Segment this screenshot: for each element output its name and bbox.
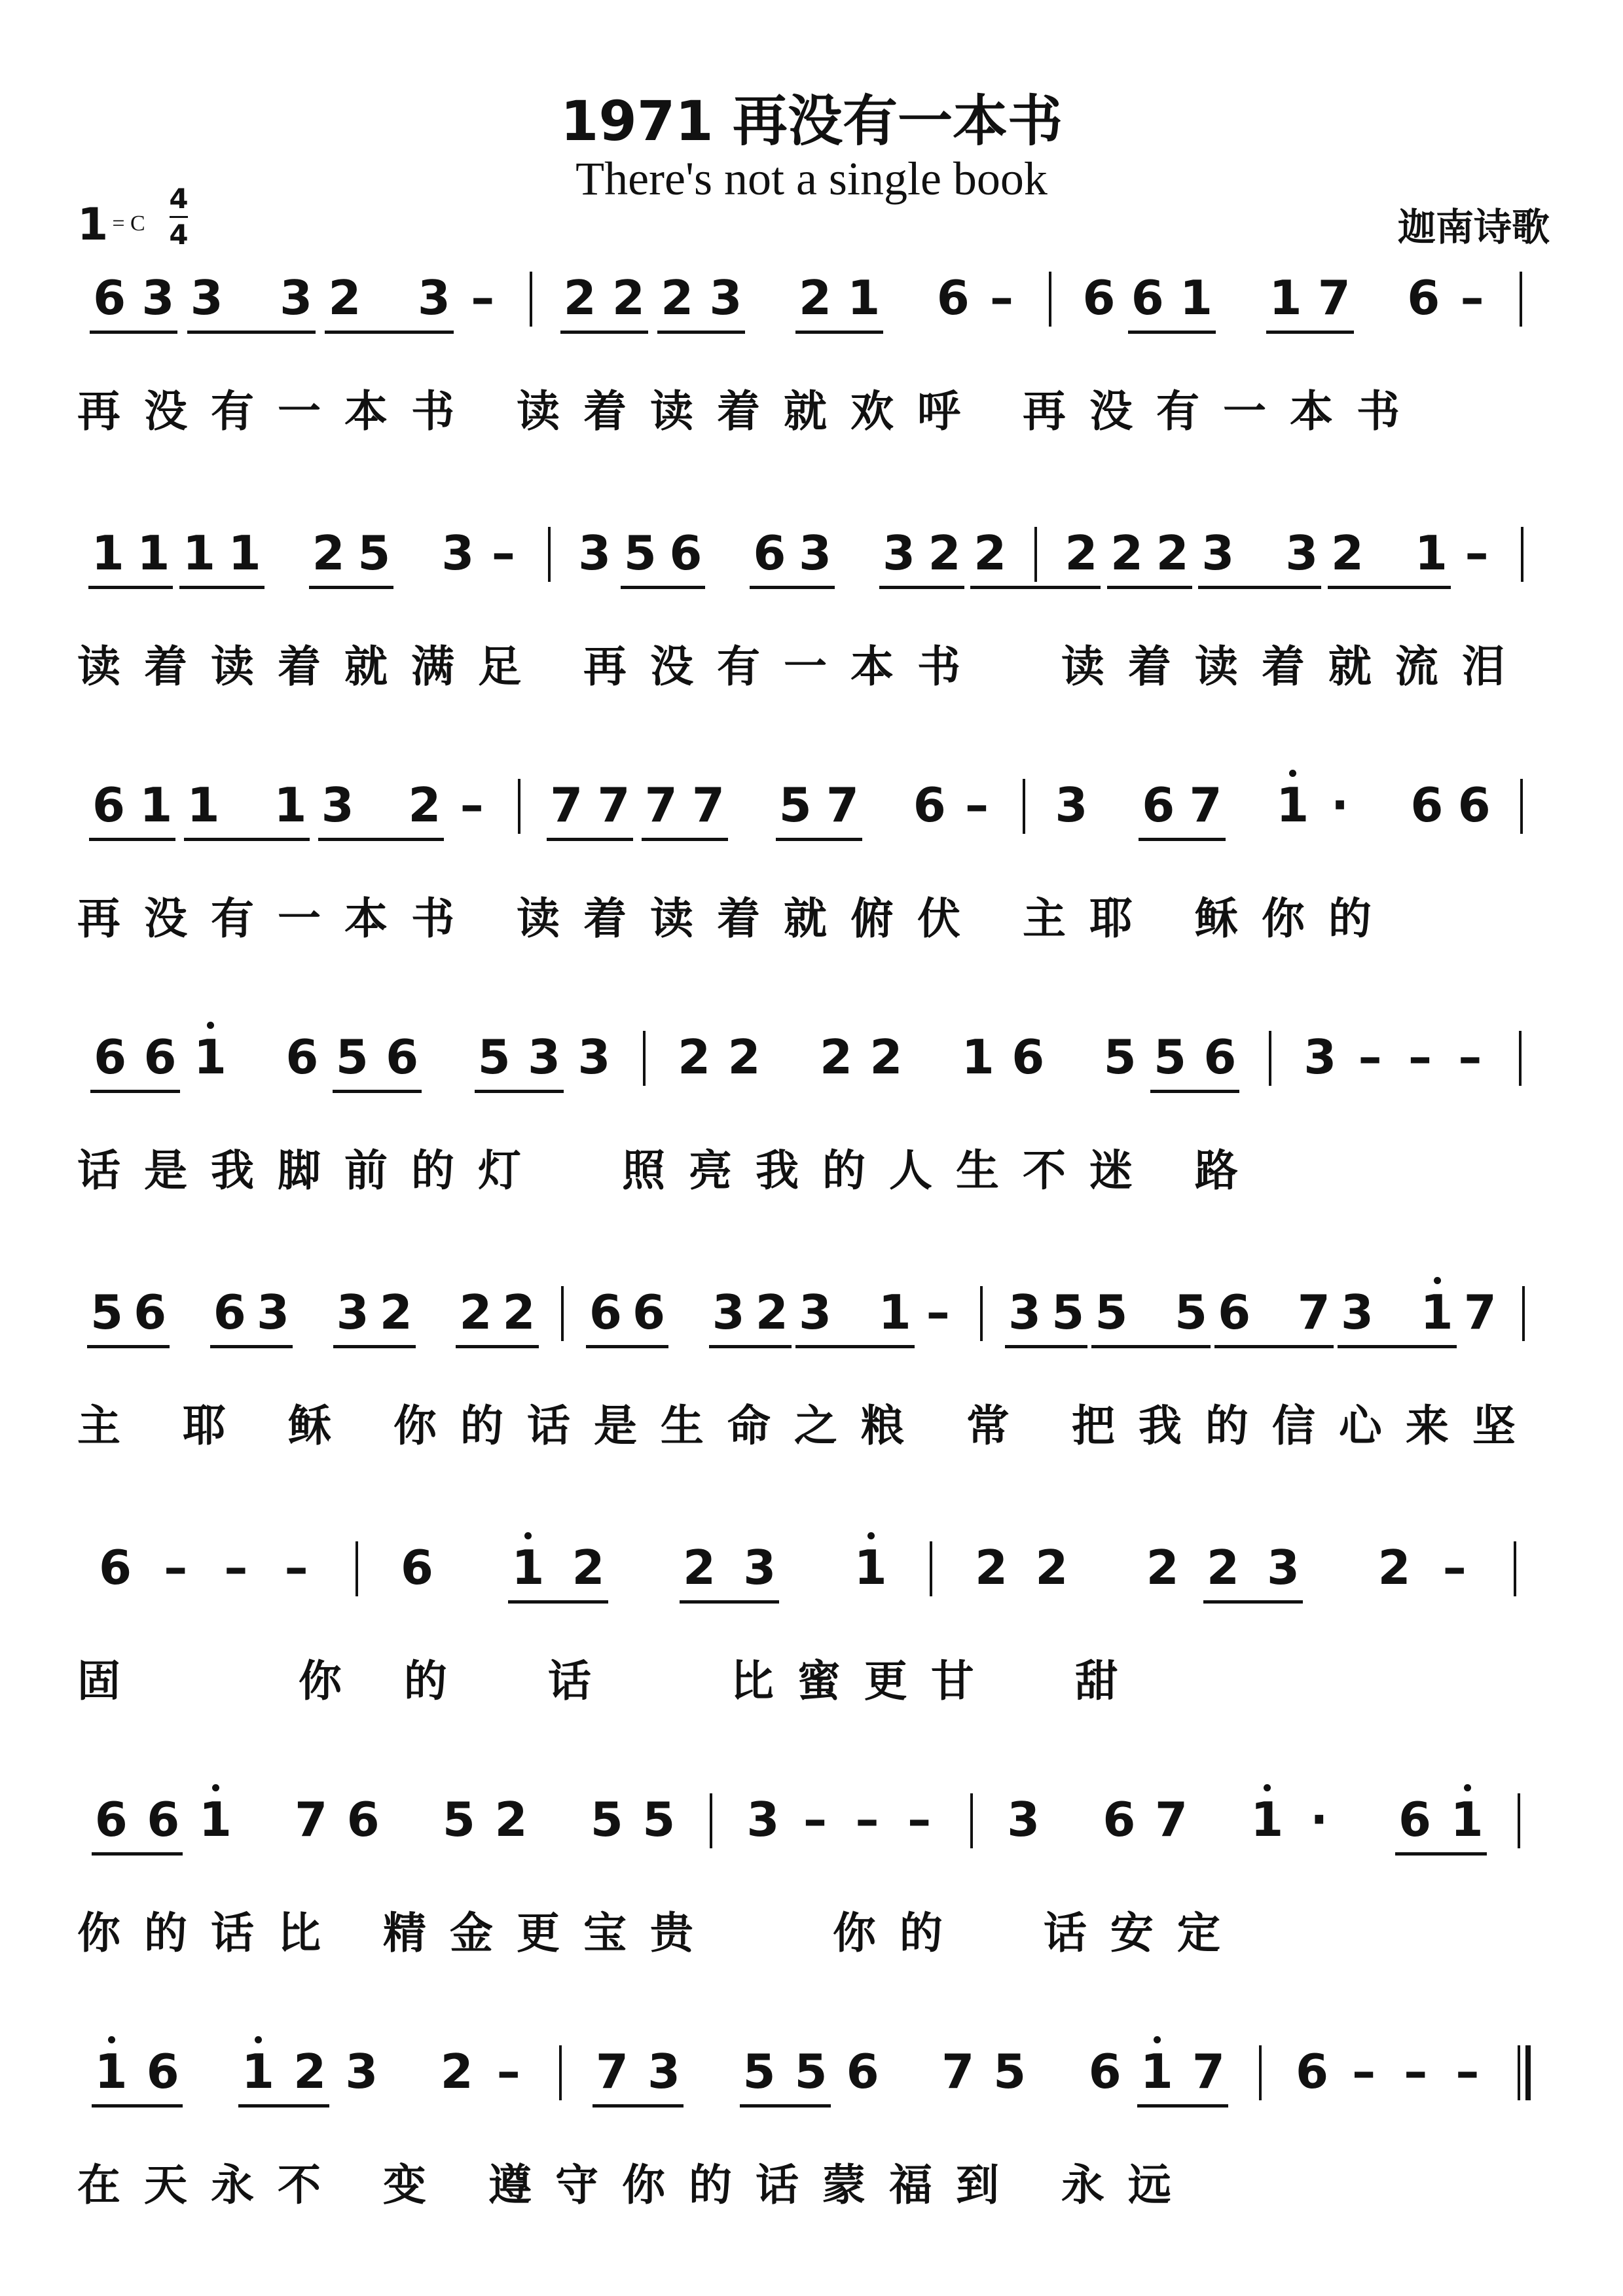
eighth-beam [333, 1345, 416, 1348]
eighth-beam [92, 2104, 183, 2108]
eighth-beam [1137, 2104, 1228, 2108]
note: 3 [1340, 1285, 1374, 1340]
sustain-dash: – [1352, 2044, 1376, 2099]
note: 5 [477, 1030, 511, 1085]
note: 1 [182, 526, 216, 581]
note: 6 [913, 778, 946, 833]
sustain-dash: – [1458, 1030, 1482, 1085]
note: 2 [379, 1285, 412, 1340]
eighth-beam [184, 838, 310, 841]
octave-up-dot [867, 1532, 875, 1539]
note: 2 [683, 1540, 716, 1595]
note: 2 [974, 526, 1007, 581]
eighth-beam [1214, 1345, 1334, 1348]
barline [1522, 1286, 1525, 1341]
note: 5 [1103, 1030, 1137, 1085]
note: 2 [328, 270, 361, 325]
lyric-line: 在天永不 变 遵守你的话蒙福到 永远 [77, 2160, 1195, 2210]
barline [1034, 527, 1037, 582]
octave-up-dot [207, 1022, 214, 1029]
note: 7 [691, 778, 725, 833]
note: 3 [345, 2044, 378, 2099]
song-title: 1971 再没有一本书 [560, 89, 1063, 153]
note: 2 [975, 1540, 1008, 1595]
note: 3 [141, 270, 175, 325]
sustain-dash: – [496, 2044, 520, 2099]
barline [710, 1793, 712, 1848]
note: 6 [99, 1540, 132, 1595]
note: 1 [139, 778, 173, 833]
meter-top: 4 [169, 183, 189, 215]
note: 6 [632, 1285, 666, 1340]
note: 7 [597, 778, 630, 833]
note: 6 [1082, 270, 1116, 325]
note: 7 [1317, 270, 1351, 325]
barline [548, 527, 551, 582]
note: 6 [753, 526, 786, 581]
eighth-beam [709, 1345, 792, 1348]
note: 5 [1051, 1285, 1085, 1340]
note: 1 [1179, 270, 1213, 325]
note: 1 [242, 2044, 275, 2099]
song-subtitle: There's not a single book [575, 152, 1048, 205]
sustain-dash: – [1442, 1540, 1467, 1595]
time-signature [169, 183, 189, 251]
note: 6 [1142, 778, 1175, 833]
eighth-beam [88, 586, 173, 589]
note: 5 [357, 526, 391, 581]
barline [643, 1031, 646, 1086]
barline [970, 1793, 973, 1848]
note: 3 [743, 1540, 776, 1595]
note: 1 [193, 1030, 227, 1085]
note: 3 [746, 1792, 780, 1847]
note: 6 [1103, 1792, 1136, 1847]
note: 7 [1192, 2044, 1225, 2099]
note: 2 [440, 2044, 473, 2099]
sustain-dash: – [1358, 1030, 1382, 1085]
note: 1 [91, 526, 124, 581]
note: 3 [712, 1285, 745, 1340]
author: 迦南诗歌 [1397, 205, 1550, 249]
eighth-beam [309, 586, 394, 589]
note: 6 [386, 1030, 419, 1085]
note: 1 [274, 778, 307, 833]
note: 5 [623, 526, 657, 581]
sustain-dash: – [1404, 2044, 1428, 2099]
note: 7 [1297, 1285, 1330, 1340]
note: 2 [798, 270, 832, 325]
note: 5 [642, 1792, 676, 1847]
note: 3 [441, 526, 475, 581]
sustain-dash: – [965, 778, 989, 833]
eighth-beam [657, 331, 745, 334]
note: 1 [198, 1792, 232, 1847]
note: 3 [417, 270, 450, 325]
sustain-dash: – [1455, 2044, 1480, 2099]
note: 2 [611, 270, 645, 325]
barline [1049, 272, 1051, 327]
note: 2 [312, 526, 345, 581]
eighth-beam [621, 586, 706, 589]
note: 7 [941, 2044, 975, 2099]
note: 2 [1065, 526, 1098, 581]
eighth-beam [92, 1852, 183, 1856]
octave-up-dot [1154, 2036, 1161, 2043]
note: 2 [1377, 1540, 1411, 1595]
eighth-beam [456, 1345, 538, 1348]
note: 3 [1201, 526, 1235, 581]
eighth-beam [1395, 1852, 1487, 1856]
barline [1259, 2045, 1262, 2100]
barline [1514, 1541, 1516, 1596]
score-row [0, 1541, 1623, 1777]
note: 2 [928, 526, 961, 581]
eighth-beam [586, 1345, 668, 1348]
score-row [0, 1031, 1623, 1266]
barline [356, 1541, 358, 1596]
barline [1520, 272, 1522, 327]
octave-up-dot [1464, 1784, 1471, 1791]
eighth-beam [1128, 331, 1216, 334]
note: 5 [1154, 1030, 1187, 1085]
note: 6 [669, 526, 702, 581]
note: 3 [798, 1285, 832, 1340]
key-tonic: 1 [77, 199, 109, 251]
note: 1 [1269, 270, 1302, 325]
sustain-dash: – [460, 778, 484, 833]
note: 2 [502, 1285, 536, 1340]
note: 6 [93, 270, 126, 325]
note: 1 [847, 270, 881, 325]
eighth-beam [1198, 586, 1321, 589]
score-row [0, 779, 1623, 1014]
note: 7 [1463, 1285, 1497, 1340]
note: 7 [1189, 778, 1222, 833]
eighth-beam [593, 2104, 684, 2108]
note: 3 [578, 526, 611, 581]
note: 3 [280, 270, 313, 325]
barline [1518, 1793, 1520, 1848]
lyric-line: 固 你 的 话 比蜜更甘 甜 [77, 1656, 1142, 1706]
eighth-beam [795, 1345, 915, 1348]
eighth-beam [90, 331, 177, 334]
note: 6 [1407, 270, 1440, 325]
score-row [0, 272, 1623, 507]
octave-up-dot [255, 2036, 262, 2043]
eighth-beam [87, 1345, 170, 1348]
eighth-beam [318, 838, 445, 841]
note: 1 [94, 2044, 128, 2099]
note: 3 [709, 270, 742, 325]
note: 2 [819, 1030, 853, 1085]
final-barline-thick [1525, 2045, 1531, 2100]
eighth-beam [547, 838, 633, 841]
note: 6 [400, 1540, 433, 1595]
barline [1521, 527, 1523, 582]
note: 6 [147, 1792, 180, 1847]
note: 6 [213, 1285, 246, 1340]
sustain-dash: – [1460, 270, 1484, 325]
note: 5 [1095, 1285, 1128, 1340]
eighth-beam [1203, 1600, 1303, 1604]
note: 3 [798, 526, 832, 581]
eighth-beam [560, 331, 648, 334]
octave-up-dot [1264, 1784, 1271, 1791]
sustain-dash: – [164, 1540, 188, 1595]
octave-up-dot [212, 1784, 219, 1791]
note: 1 [1420, 1285, 1453, 1340]
barline [530, 272, 532, 327]
eighth-beam [795, 331, 883, 334]
eighth-beam [1139, 838, 1225, 841]
note: 3 [1285, 526, 1319, 581]
octave-up-dot [1434, 1277, 1441, 1284]
note: 6 [1398, 1792, 1432, 1847]
note: 7 [550, 778, 583, 833]
note: 3 [577, 1030, 611, 1085]
note: · [1310, 1792, 1328, 1847]
note: 5 [794, 2044, 828, 2099]
eighth-beam [1005, 1345, 1087, 1348]
eighth-beam [1107, 586, 1192, 589]
note: 5 [590, 1792, 623, 1847]
eighth-beam [1338, 1345, 1457, 1348]
note: 1 [1276, 778, 1309, 833]
note: 1 [187, 778, 220, 833]
eighth-beam [333, 1090, 422, 1093]
eighth-beam [187, 331, 316, 334]
note: 6 [589, 1285, 622, 1340]
lyric-line: 读着读着就满足 再没有一本书 读着读着就流泪 [77, 641, 1529, 692]
note: 6 [143, 1030, 177, 1085]
note: 3 [336, 1285, 369, 1340]
sustain-dash: – [1465, 526, 1489, 581]
score-row [0, 2045, 1623, 2281]
barline [561, 1286, 564, 1341]
lyric-line: 主 耶 稣 你的话是生命之粮 常 把我的信心来坚 [77, 1401, 1539, 1451]
barline [559, 2045, 562, 2100]
note: 5 [778, 778, 812, 833]
eighth-beam [776, 838, 862, 841]
note: 6 [1012, 1030, 1045, 1085]
score-row [0, 1286, 1623, 1522]
octave-up-dot [524, 1532, 532, 1539]
note: 2 [1110, 526, 1144, 581]
note: 6 [1218, 1285, 1251, 1340]
eighth-beam [325, 331, 454, 334]
note: 6 [846, 2044, 879, 2099]
note: 3 [321, 778, 354, 833]
note: 6 [936, 270, 970, 325]
barline [1519, 1031, 1522, 1086]
note: 2 [494, 1792, 528, 1847]
note: 2 [727, 1030, 761, 1085]
note: 1 [228, 526, 261, 581]
note: 1 [1250, 1792, 1284, 1847]
note: 2 [1146, 1540, 1179, 1595]
barline [980, 1286, 983, 1341]
eighth-beam [1091, 1345, 1211, 1348]
eighth-beam [1150, 1090, 1239, 1093]
eighth-beam [642, 838, 728, 841]
note: 6 [1410, 778, 1444, 833]
note: 2 [869, 1030, 903, 1085]
eighth-beam [89, 838, 175, 841]
note: 5 [742, 2044, 776, 2099]
eighth-beam [680, 1600, 779, 1604]
lyric-line: 你的话比 精金更宝贵 你的 话安定 [77, 1908, 1244, 1958]
eighth-beam [475, 1090, 564, 1093]
eighth-beam [750, 586, 835, 589]
note: 1 [878, 1285, 911, 1340]
note: 6 [146, 2044, 179, 2099]
note: 3 [882, 526, 916, 581]
eighth-beam [970, 586, 1101, 589]
note: 5 [90, 1285, 124, 1340]
note: 3 [1304, 1030, 1337, 1085]
octave-up-dot [108, 2036, 115, 2043]
note: 6 [346, 1792, 380, 1847]
note: 2 [755, 1285, 788, 1340]
note: 3 [1055, 778, 1088, 833]
note: 3 [190, 270, 223, 325]
key-equals: = C [112, 211, 145, 236]
sustain-dash: – [990, 270, 1014, 325]
eighth-beam [90, 1090, 179, 1093]
note: 7 [295, 1792, 328, 1847]
barline [930, 1541, 932, 1596]
note: 2 [293, 2044, 327, 2099]
key-signature [77, 199, 145, 251]
meter-bar [170, 216, 188, 218]
note: 2 [408, 778, 441, 833]
barline [518, 779, 520, 834]
note: 5 [1174, 1285, 1208, 1340]
note: · [1330, 778, 1349, 833]
eighth-beam [1266, 331, 1354, 334]
barline [1269, 1031, 1271, 1086]
note: 7 [644, 778, 678, 833]
note: 6 [94, 1792, 128, 1847]
note: 5 [442, 1792, 476, 1847]
note: 2 [678, 1030, 711, 1085]
lyric-line: 再没有一本书 读着读着就俯伏 主耶 稣你的 [77, 893, 1395, 944]
score-row [0, 1793, 1623, 2029]
lyric-line: 再没有一本书 读着读着就欢呼 再没有一本书 [77, 386, 1423, 437]
note: 3 [1267, 1540, 1300, 1595]
note: 2 [563, 270, 596, 325]
note: 2 [1330, 526, 1364, 581]
lyric-line: 话是我脚前的灯 照亮我的人生不迷 路 [77, 1145, 1262, 1196]
note: 2 [1035, 1540, 1068, 1595]
eighth-beam [508, 1600, 608, 1604]
meter-bottom: 4 [169, 219, 189, 251]
note: 3 [647, 2044, 681, 2099]
sustain-dash: – [491, 526, 515, 581]
note: 1 [137, 526, 170, 581]
note: 5 [335, 1030, 369, 1085]
note: 6 [1296, 2044, 1329, 2099]
sustain-dash: – [284, 1540, 308, 1595]
note: 2 [1156, 526, 1189, 581]
note: 6 [92, 778, 126, 833]
note: 3 [1007, 1792, 1040, 1847]
note: 6 [1088, 2044, 1122, 2099]
eighth-beam [210, 1345, 293, 1348]
eighth-beam [879, 586, 964, 589]
sustain-dash: – [224, 1540, 248, 1595]
note: 3 [256, 1285, 290, 1340]
sustain-dash: – [926, 1285, 950, 1340]
sustain-dash: – [803, 1792, 827, 1847]
note: 7 [595, 2044, 629, 2099]
note: 5 [993, 2044, 1027, 2099]
sustain-dash: – [1408, 1030, 1432, 1085]
note: 1 [854, 1540, 887, 1595]
note: 6 [134, 1285, 167, 1340]
note: 7 [826, 778, 859, 833]
note: 1 [511, 1540, 545, 1595]
note: 3 [527, 1030, 561, 1085]
eighth-beam [179, 586, 264, 589]
note: 2 [661, 270, 694, 325]
note: 2 [572, 1540, 605, 1595]
eighth-beam [238, 2104, 329, 2108]
sustain-dash: – [907, 1792, 932, 1847]
note: 1 [1450, 1792, 1484, 1847]
note: 7 [1154, 1792, 1188, 1847]
sustain-dash: – [855, 1792, 879, 1847]
note: 6 [1203, 1030, 1237, 1085]
note: 1 [961, 1030, 994, 1085]
octave-up-dot [1289, 770, 1296, 777]
note: 6 [1457, 778, 1491, 833]
eighth-beam [1328, 586, 1451, 589]
note: 2 [1206, 1540, 1239, 1595]
note: 2 [459, 1285, 492, 1340]
note: 6 [285, 1030, 319, 1085]
note: 1 [1140, 2044, 1173, 2099]
score-row [0, 527, 1623, 762]
note: 6 [94, 1030, 127, 1085]
sustain-dash: – [471, 270, 495, 325]
barline [1520, 779, 1523, 834]
note: 1 [1414, 526, 1448, 581]
note: 6 [1131, 270, 1164, 325]
final-barline [1518, 2045, 1520, 2100]
barline [1023, 779, 1025, 834]
eighth-beam [740, 2104, 831, 2108]
note: 3 [1008, 1285, 1042, 1340]
